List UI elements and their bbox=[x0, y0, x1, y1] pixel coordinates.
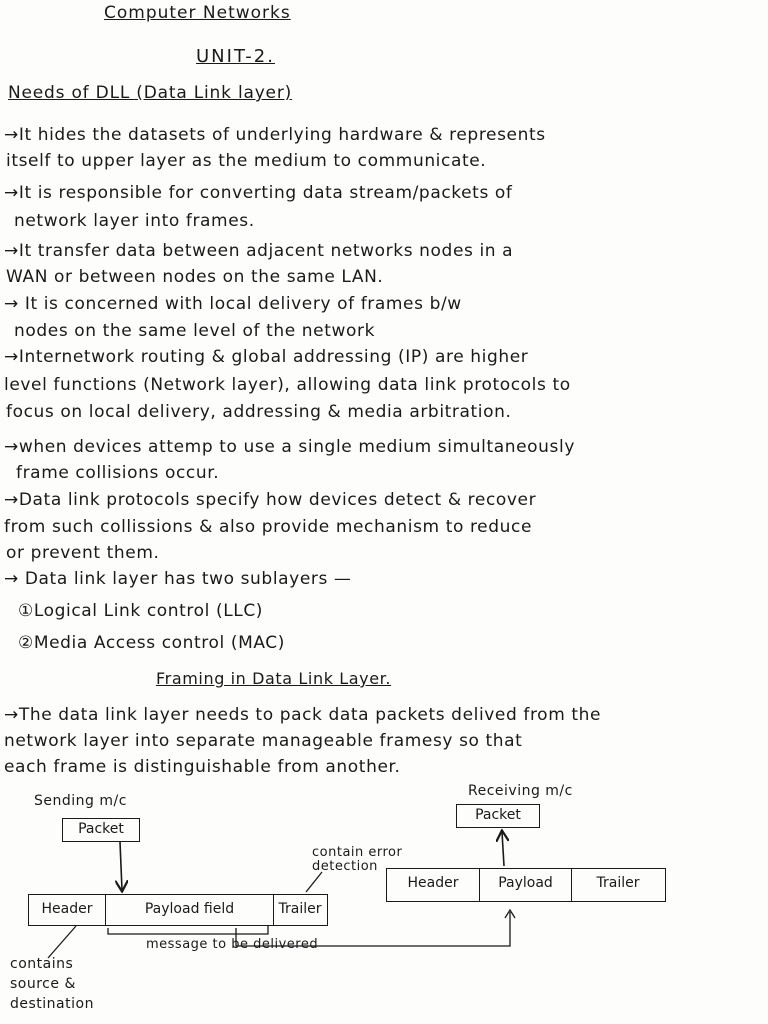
note-line: network layer into frames. bbox=[14, 211, 255, 231]
message-note: message to be delivered bbox=[146, 937, 319, 952]
arrow-packet-to-frame bbox=[120, 842, 122, 890]
note-line: from such collissions & also provide mechanism to reduce bbox=[4, 517, 533, 537]
note-line: nodes on the same level of the network bbox=[14, 321, 376, 341]
header-contents-note: contains source & destination bbox=[10, 956, 94, 1012]
receiver-trailer-field: Trailer bbox=[571, 869, 664, 901]
sender-payload-field: Payload field bbox=[105, 895, 273, 925]
payload-bracket bbox=[108, 912, 510, 946]
note-line: ②Media Access control (MAC) bbox=[18, 633, 285, 653]
note-line: →when devices attemp to use a single medium simultaneously bbox=[4, 437, 575, 457]
receiver-payload-field: Payload bbox=[479, 869, 571, 901]
note-line: →Internetwork routing & global addressing (IP) are higher bbox=[4, 347, 529, 367]
note-line: each frame is distinguishable from another. bbox=[4, 757, 401, 777]
note-line: →Data link protocols specify how devices detect & recover bbox=[4, 490, 537, 510]
note-line: → It is concerned with local delivery of frames b/w bbox=[4, 294, 462, 314]
section-heading-framing: Framing in Data Link Layer. bbox=[156, 669, 392, 688]
receiver-packet-box: Packet bbox=[456, 804, 540, 828]
unit-heading: UNIT-2. bbox=[196, 46, 275, 67]
note-line: level functions (Network layer), allowing data link protocols to bbox=[4, 375, 571, 395]
note-line: focus on local delivery, addressing & media arbitration. bbox=[6, 402, 512, 422]
sending-machine-label: Sending m/c bbox=[34, 793, 127, 809]
note-line: →It is responsible for converting data stream/packets of bbox=[4, 183, 513, 203]
arrow-frame-to-packet bbox=[502, 832, 504, 866]
note-line: →It transfer data between adjacent networks nodes in a bbox=[4, 241, 514, 261]
receiving-machine-label: Receiving m/c bbox=[468, 783, 573, 799]
receiver-header-field: Header bbox=[407, 875, 459, 891]
note-line: network layer into separate manageable framesy so that bbox=[4, 731, 523, 751]
note-line: →The data link layer needs to pack data packets delived from the bbox=[4, 705, 602, 725]
note-line: or prevent them. bbox=[6, 543, 160, 563]
page-title: Computer Networks bbox=[104, 3, 291, 23]
error-note-pointer bbox=[306, 872, 322, 892]
section-heading-needs-of-dll: Needs of DLL (Data Link layer) bbox=[8, 83, 293, 103]
note-line: → Data link layer has two sublayers — bbox=[4, 569, 352, 589]
header-note-pointer bbox=[48, 926, 76, 958]
error-detection-note: contain error detection bbox=[312, 845, 403, 874]
sender-header-field: Header bbox=[41, 901, 93, 917]
sender-packet-box: Packet bbox=[62, 818, 140, 842]
note-line: ①Logical Link control (LLC) bbox=[18, 601, 264, 621]
note-line: →It hides the datasets of underlying hardware & represents bbox=[4, 125, 546, 145]
note-line: frame collisions occur. bbox=[16, 463, 220, 483]
note-line: itself to upper layer as the medium to communicate. bbox=[6, 151, 487, 171]
note-line: WAN or between nodes on the same LAN. bbox=[6, 267, 384, 287]
sender-trailer-field: Trailer bbox=[273, 895, 326, 925]
